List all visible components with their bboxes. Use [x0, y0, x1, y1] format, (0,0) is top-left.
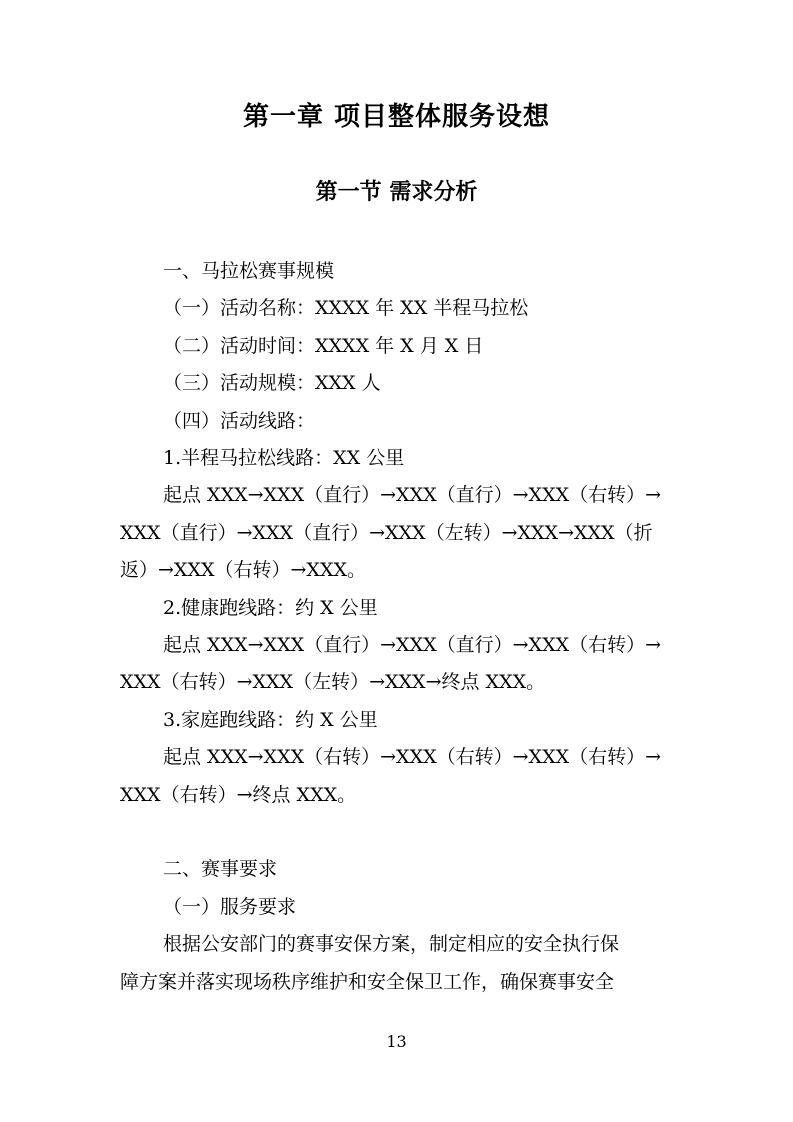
heading-event-scale: 一、马拉松赛事规模 [163, 260, 335, 282]
half-marathon-route-heading: 1.半程马拉松线路：XX 公里 [163, 447, 405, 470]
service-requirements-line-2: 障方案并落实现场秩序维护和安全保卫工作，确保赛事安全 [120, 970, 615, 993]
activity-name-line: （一）活动名称：XXXX 年 XX 半程马拉松 [163, 297, 529, 320]
family-run-route-line-2: XXX（右转）→终点 XXX。 [120, 783, 357, 806]
half-marathon-route-line-1: 起点 XXX→XXX（直行）→XXX（直行）→XXX（右转）→ [163, 484, 662, 507]
heading-event-requirements: 二、赛事要求 [163, 858, 278, 881]
chapter-title: 第一章 项目整体服务设想 [242, 102, 551, 132]
family-run-route-line-1: 起点 XXX→XXX（右转）→XXX（右转）→XXX（右转）→ [163, 746, 662, 769]
health-run-route-line-1: 起点 XXX→XXX（直行）→XXX（直行）→XXX（右转）→ [163, 634, 662, 657]
page-number: 13 [386, 1032, 407, 1051]
body-text [120, 253, 676, 1001]
activity-route-heading: （四）活动线路： [163, 409, 316, 432]
half-marathon-route-line-2: XXX（直行）→XXX（直行）→XXX（左转）→XXX→XXX（折 [120, 521, 653, 544]
family-run-route-heading: 3.家庭跑线路：约 X 公里 [163, 708, 378, 731]
section-title: 第一节 需求分析 [315, 179, 478, 205]
activity-scale-line: （三）活动规模：XXX 人 [163, 372, 381, 395]
service-requirements-heading: （一）服务要求 [163, 895, 297, 918]
half-marathon-route-line-3: 返）→XXX（右转）→XXX。 [120, 559, 366, 582]
service-requirements-line-1: 根据公安部门的赛事安保方案，制定相应的安全执行保 [163, 933, 620, 956]
health-run-route-heading: 2.健康跑线路：约 X 公里 [163, 596, 378, 619]
health-run-route-line-2: XXX（右转）→XXX（左转）→XXX→终点 XXX。 [120, 671, 546, 694]
activity-time-line: （二）活动时间：XXXX 年 X 月 X 日 [163, 334, 484, 357]
paragraph-gap [120, 814, 676, 851]
